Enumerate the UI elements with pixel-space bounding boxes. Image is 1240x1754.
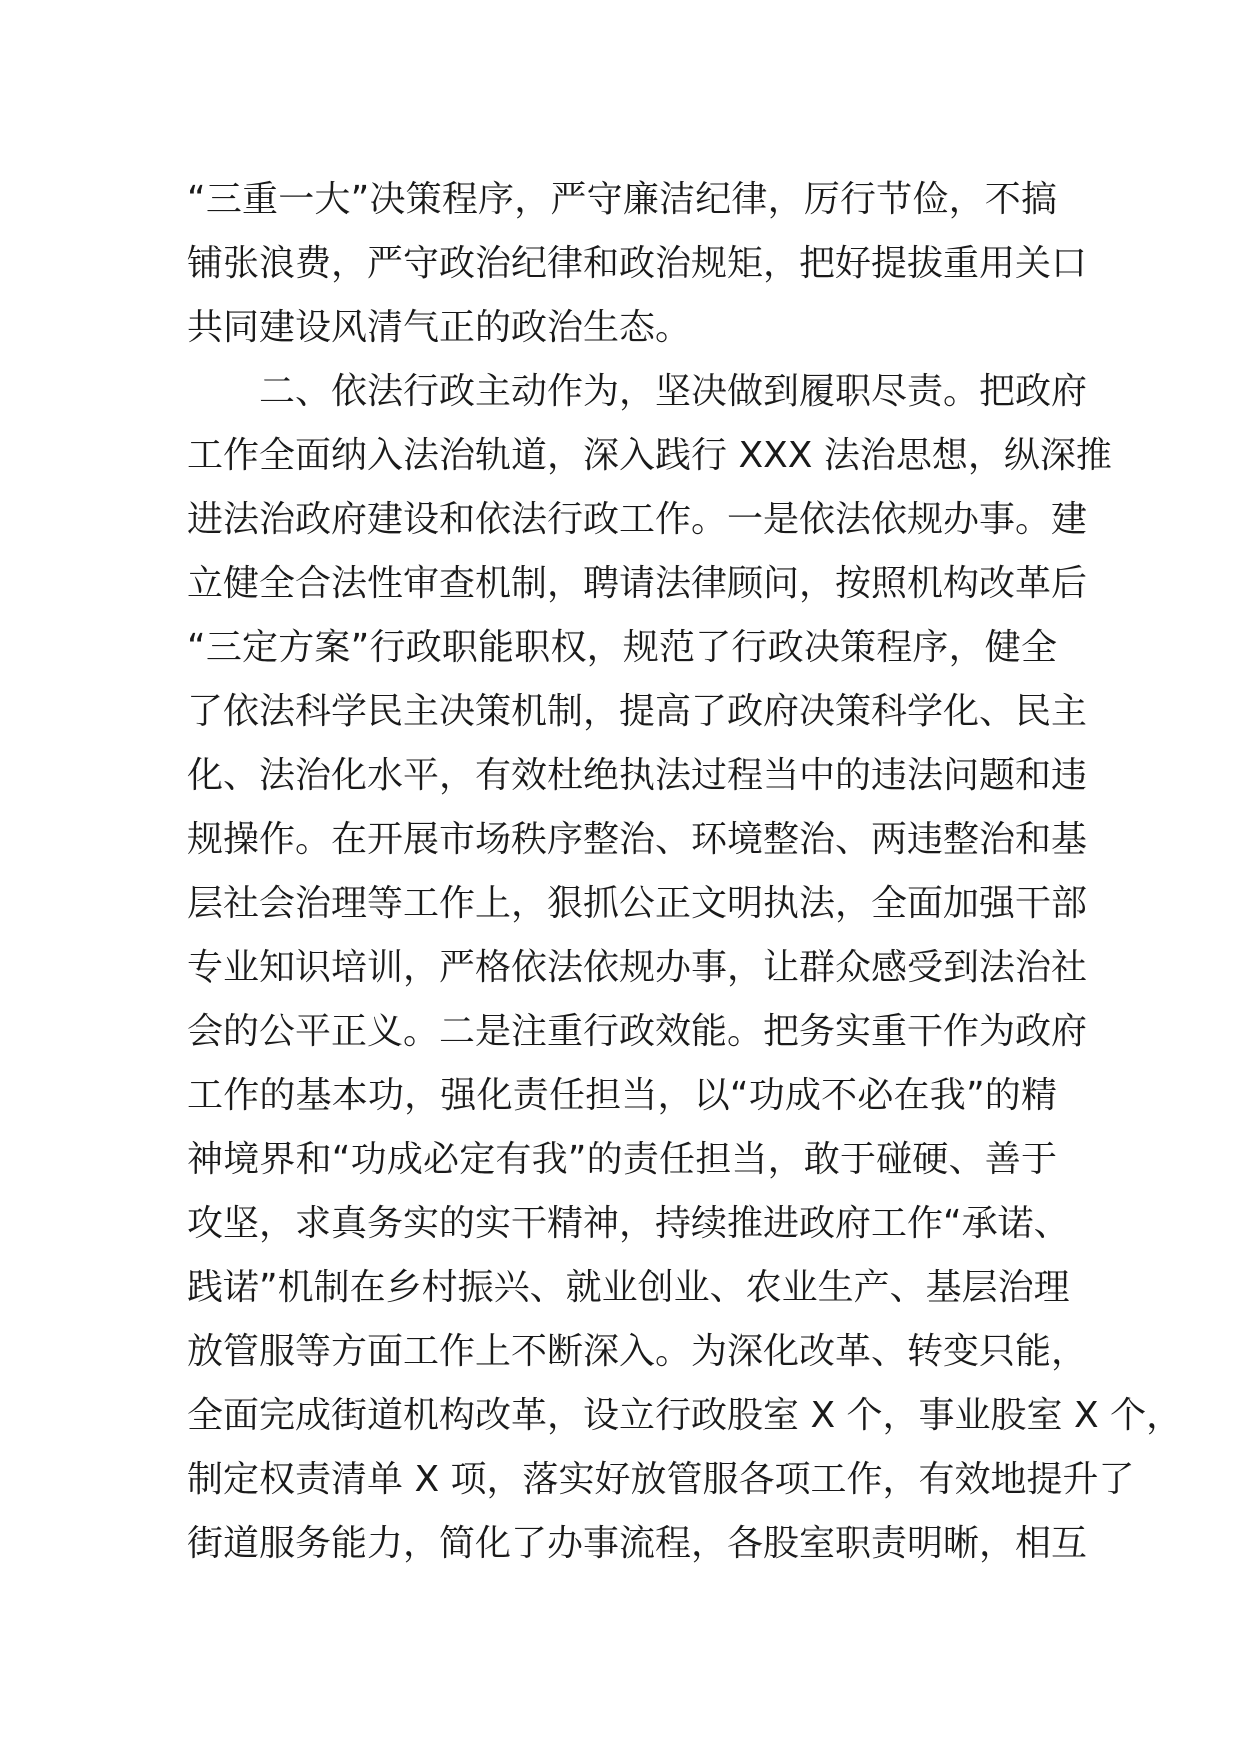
text-line: “三定方案”行政职能职权，规范了行政决策程序，健全 bbox=[187, 627, 1057, 668]
section-heading-line: 二、依法行政主动作为，坚决做到履职尽责。把政府 bbox=[259, 371, 1088, 412]
text-line: 层社会治理等工作上，狠抓公正文明执法，全面加强干部 bbox=[187, 883, 1088, 924]
text-line: 化、法治化水平，有效杜绝执法过程当中的违法问题和违 bbox=[187, 755, 1088, 796]
text-line: 专业知识培训，严格依法依规办事，让群众感受到法治社 bbox=[187, 947, 1088, 988]
text-line: 会的公平正义。二是注重行政效能。把务实重干作为政府 bbox=[187, 1011, 1088, 1052]
text-line: 全面完成街道机构改革，设立行政股室 X 个，事业股室 X 个， bbox=[187, 1395, 1183, 1436]
text-line: 攻坚，求真务实的实干精神，持续推进政府工作“承诺、 bbox=[187, 1203, 1070, 1244]
text-line: 制定权责清单 X 项，落实好放管服各项工作，有效地提升了 bbox=[187, 1459, 1135, 1500]
text-line: 铺张浪费，严守政治纪律和政治规矩，把好提拔重用关口 bbox=[187, 243, 1088, 284]
text-line: 共同建设风清气正的政治生态。 bbox=[187, 307, 692, 348]
text-line: 街道服务能力，简化了办事流程，各股室职责明晰，相互 bbox=[187, 1523, 1088, 1564]
body-text bbox=[187, 168, 1183, 1576]
text-line: 规操作。在开展市场秩序整治、环境整治、两违整治和基 bbox=[187, 819, 1088, 860]
text-line: 践诺”机制在乡村振兴、就业创业、农业生产、基层治理 bbox=[187, 1267, 1070, 1308]
text-line: 工作的基本功，强化责任担当，以“功成不必在我”的精 bbox=[187, 1075, 1057, 1116]
text-line: 立健全合法性审查机制，聘请法律顾问，按照机构改革后 bbox=[187, 563, 1088, 604]
text-line: 工作全面纳入法治轨道，深入践行 XXX 法治思想，纵深推 bbox=[187, 435, 1112, 476]
text-line: 放管服等方面工作上不断深入。为深化改革、转变只能， bbox=[187, 1331, 1088, 1372]
text-line: “三重一大”决策程序，严守廉洁纪律，厉行节俭，不搞 bbox=[187, 179, 1057, 220]
text-line: 了依法科学民主决策机制，提高了政府决策科学化、民主 bbox=[187, 691, 1088, 732]
text-line: 神境界和“功成必定有我”的责任担当，敢于碰硬、善于 bbox=[187, 1139, 1057, 1180]
text-line: 进法治政府建设和依法行政工作。一是依法依规办事。建 bbox=[187, 499, 1088, 540]
